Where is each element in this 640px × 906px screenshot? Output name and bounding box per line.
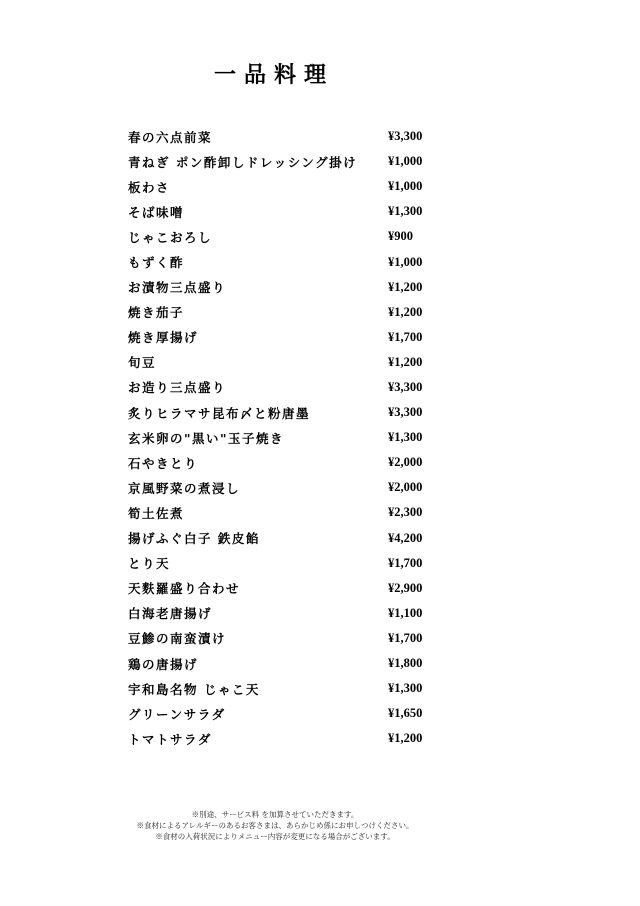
menu-item-price: ¥2,000: [388, 480, 423, 495]
menu-item-price: ¥1,700: [388, 329, 423, 344]
menu-item-name: とり天: [128, 556, 171, 572]
menu-item-price: ¥1,200: [388, 731, 423, 746]
menu-item-name: もずく酢: [128, 255, 185, 271]
menu-item-name: 豆鯵の南蛮漬け: [128, 631, 227, 647]
menu-item-price: ¥1,000: [388, 154, 423, 169]
menu-item: [128, 651, 438, 676]
menu-item: [128, 275, 438, 300]
menu-item-price: ¥1,100: [388, 605, 423, 620]
menu-item: [128, 626, 438, 651]
menu-item: [128, 551, 438, 576]
menu-item-price: ¥1,200: [388, 354, 423, 369]
menu-item-name: 揚げふぐ白子 鉄皮餡: [128, 531, 260, 547]
menu-item-name: 焼き茄子: [128, 305, 185, 321]
menu-item: [128, 500, 438, 525]
menu-item: [128, 249, 438, 274]
menu-item: [128, 350, 438, 375]
menu-item-name: トマトサラダ: [128, 731, 212, 747]
menu-item-name: 筍土佐煮: [128, 505, 185, 521]
menu-item-name: 石やきとり: [128, 455, 199, 471]
menu-item-name: 旬豆: [128, 355, 157, 371]
menu-item-price: ¥1,700: [388, 555, 423, 570]
menu-item: [128, 300, 438, 325]
menu-item-price: ¥4,200: [388, 530, 423, 545]
menu-item: [128, 325, 438, 350]
footnotes: [0, 809, 550, 842]
menu-item-name: 春の六点前菜: [128, 129, 213, 145]
menu-item-price: ¥1,300: [388, 204, 423, 219]
menu-item-name: 白海老唐揚げ: [128, 606, 213, 622]
menu-item-name: お造り三点盛り: [128, 380, 227, 396]
menu-item: [128, 676, 438, 701]
menu-item-name: 鶏の唐揚げ: [128, 656, 199, 672]
menu-item-price: ¥1,000: [388, 179, 423, 194]
menu-item-name: 京風野菜の煮浸し: [128, 480, 241, 496]
menu-item: [128, 526, 438, 551]
menu-item: [128, 601, 438, 626]
menu-item: [128, 375, 438, 400]
menu-item-name: 玄米卵の"黒い"玉子焼き: [128, 430, 285, 446]
menu-item-price: ¥1,800: [388, 656, 423, 671]
page-title: 一品料理: [213, 62, 334, 88]
menu-item: [128, 475, 438, 500]
menu-item: [128, 701, 438, 726]
menu-item-price: ¥1,300: [388, 430, 423, 445]
menu-item-price: ¥2,300: [388, 505, 423, 520]
menu-item-name: 青ねぎ ポン酢卸しドレッシング掛け: [128, 154, 358, 170]
menu-item: [128, 149, 438, 174]
menu-item-name: グリーンサラダ: [128, 706, 226, 722]
menu-item: [128, 726, 438, 751]
allergy-note: ※食材によるアレルギーのあるお客さまは、あらかじめ係にお申しつけください。: [136, 821, 414, 830]
menu-item-name: 板わさ: [128, 179, 171, 195]
menu-item-name: そば味噌: [128, 204, 185, 220]
menu-item: [128, 425, 438, 450]
menu-item-price: ¥3,300: [388, 129, 423, 144]
menu-item-price: ¥2,900: [388, 580, 423, 595]
menu-item-price: ¥1,200: [388, 279, 423, 294]
menu-item-price: ¥1,200: [388, 304, 423, 319]
menu-item-name: 天麩羅盛り合わせ: [128, 581, 241, 597]
menu-item: [128, 199, 438, 224]
menu-item: [128, 450, 438, 475]
menu-item-name: お漬物三点盛り: [128, 280, 227, 296]
menu-item-price: ¥3,300: [388, 379, 423, 394]
menu-item-price: ¥1,000: [388, 254, 423, 269]
menu-item-price: ¥3,300: [388, 405, 423, 420]
menu-item-name: 宇和島名物 じゃこ天: [128, 681, 260, 697]
menu-item: [128, 576, 438, 601]
menu-item-name: 炙りヒラマサ昆布〆と粉唐墨: [128, 405, 311, 421]
menu-item-price: ¥1,700: [388, 630, 423, 645]
menu-item-name: 焼き厚揚げ: [128, 330, 199, 346]
menu-item: [128, 224, 438, 249]
menu-list: [128, 124, 438, 751]
menu-item: [128, 400, 438, 425]
menu-item: [128, 124, 438, 149]
service-charge-note: ※別途、サービス料 を加算させていただきます。: [191, 810, 359, 819]
menu-item-name: じゃこおろし: [128, 229, 213, 245]
menu-item-price: ¥900: [388, 229, 413, 244]
menu-item-price: ¥1,300: [388, 681, 423, 696]
menu-item-price: ¥2,000: [388, 455, 423, 470]
menu-item-price: ¥1,650: [388, 706, 423, 721]
menu-change-note: ※食材の入荷状況によりメニュー内容が変更になる場合がございます。: [155, 832, 395, 841]
menu-item: [128, 174, 438, 199]
